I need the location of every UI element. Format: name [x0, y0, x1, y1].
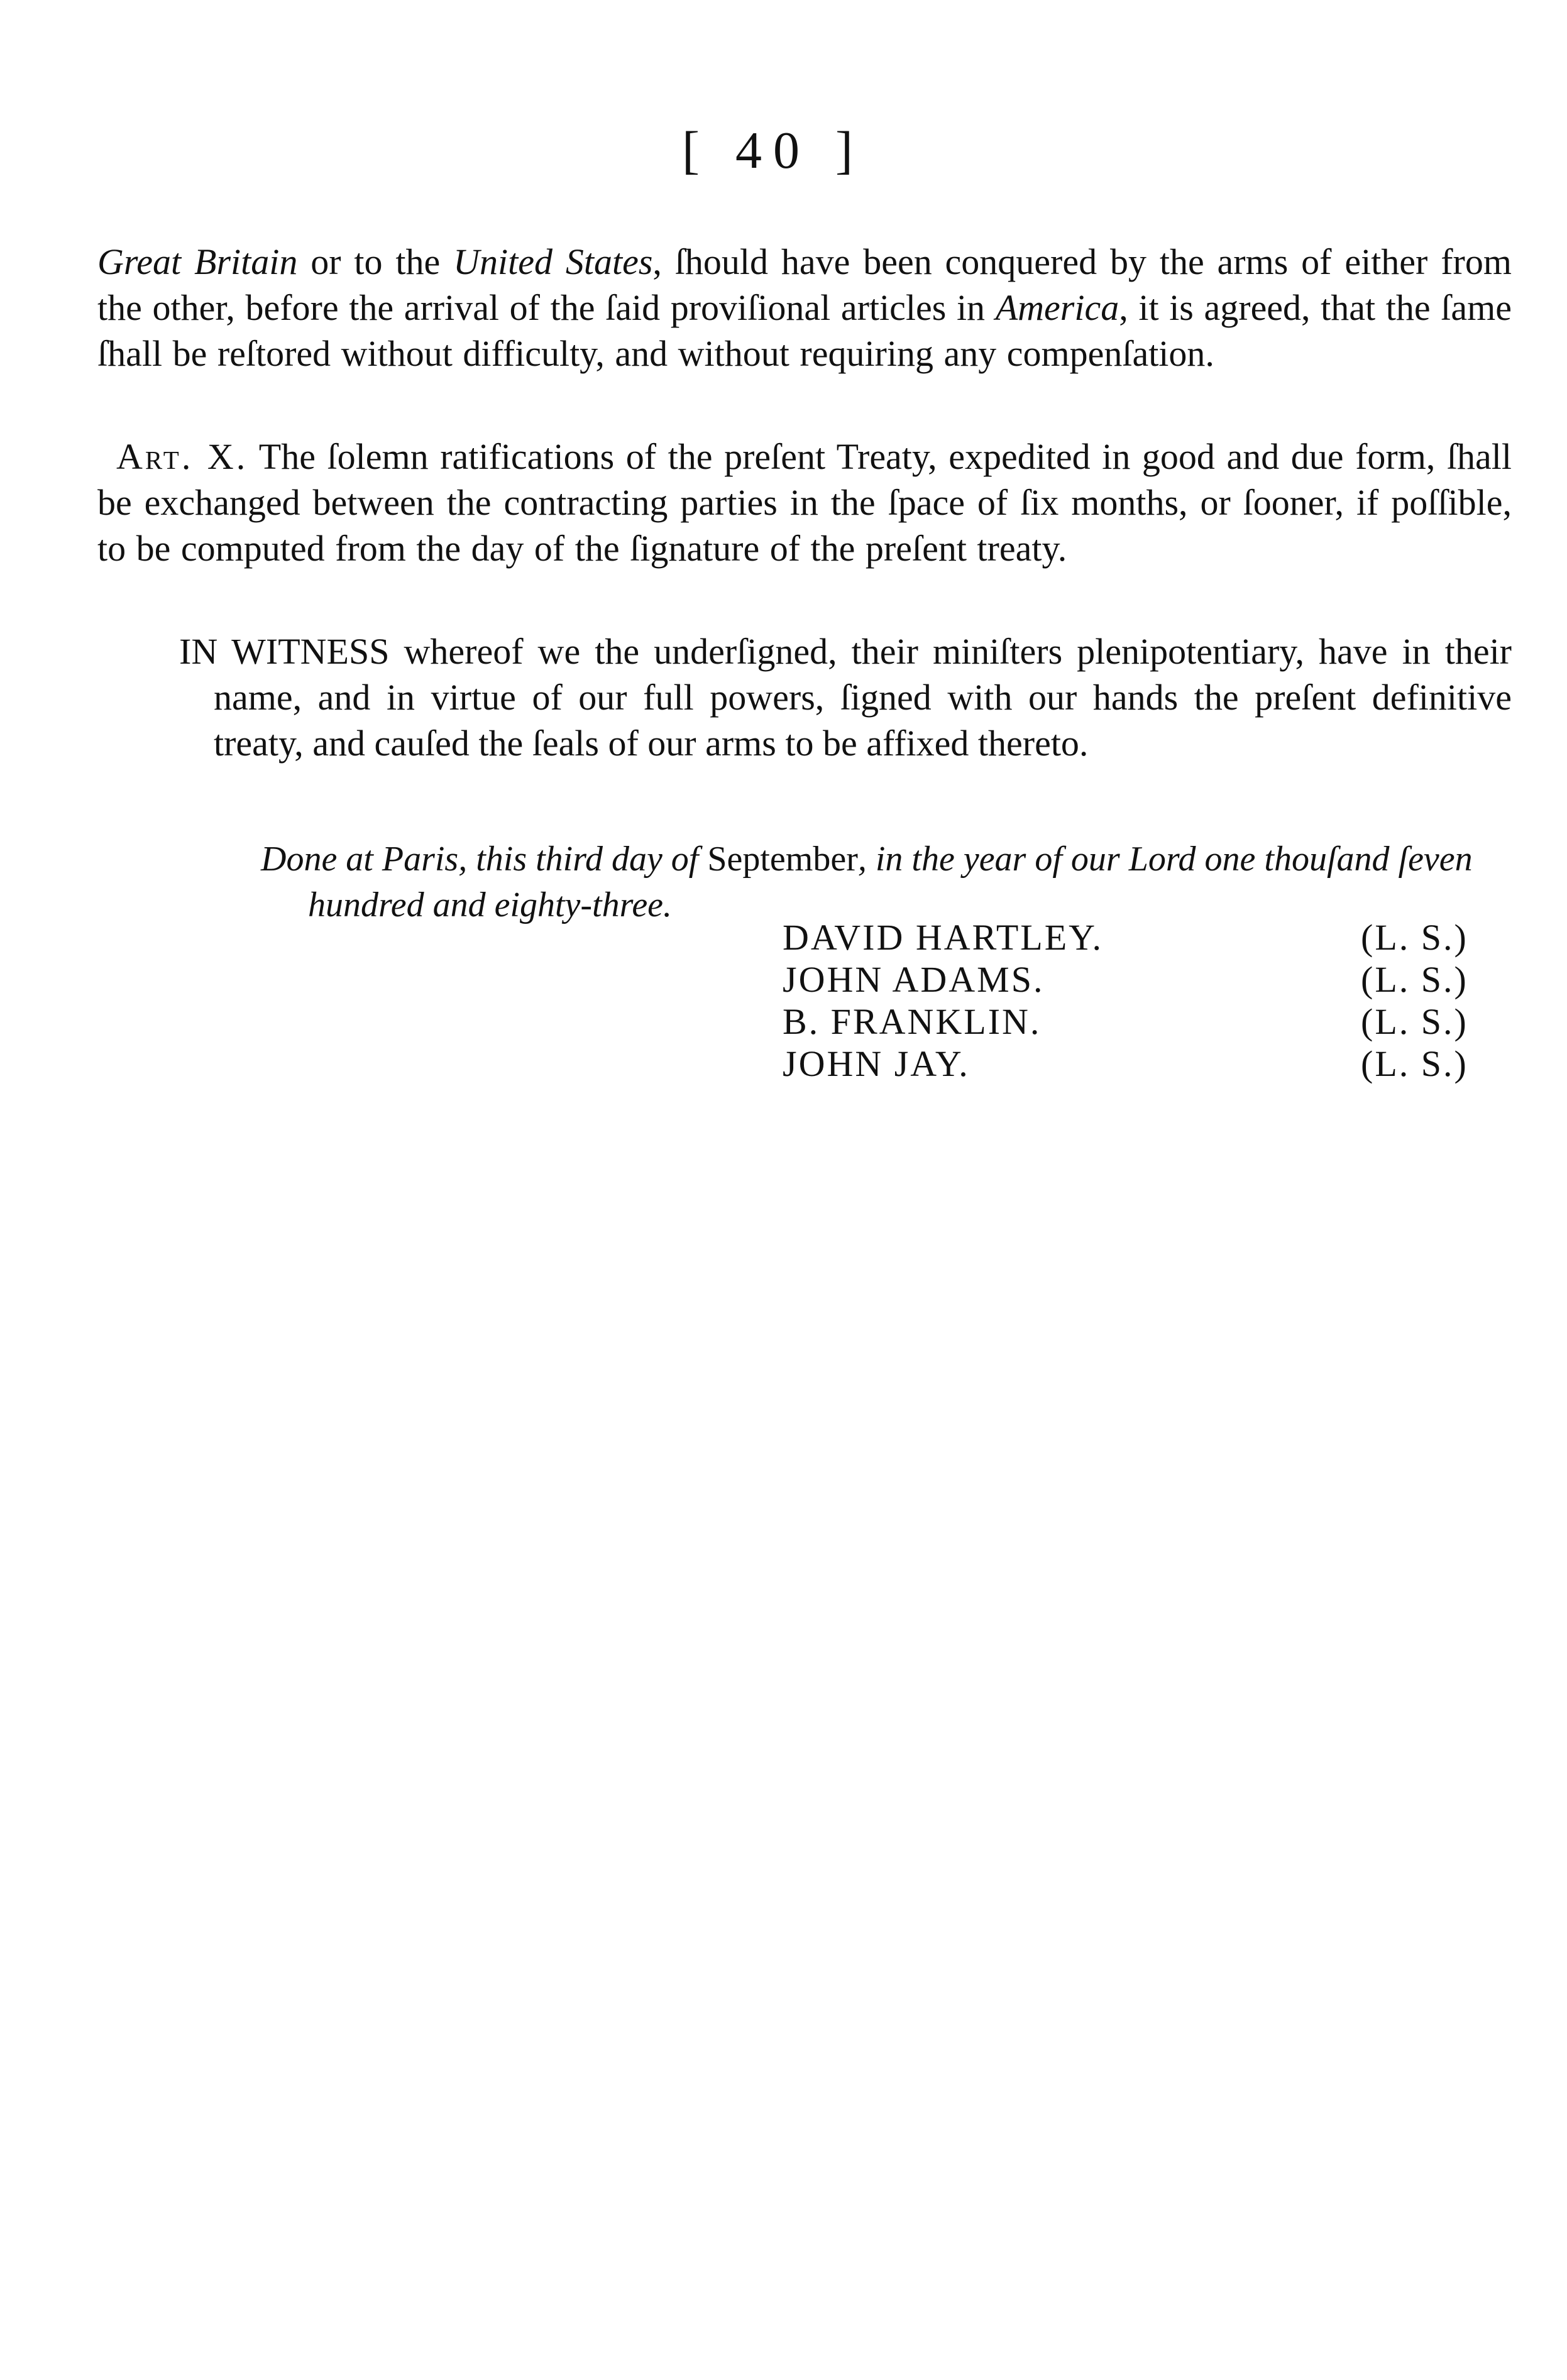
article-10-paragraph — [97, 434, 1512, 571]
done-at-paragraph — [261, 836, 1515, 928]
witness-lead: IN WITNESS — [179, 631, 390, 672]
paragraph-text: , ſhould have been conquered by the arms of either from the other, before the arrival of the ſaid proviſional articles in — [97, 241, 1512, 328]
paragraph-text: , it is agreed, that the ſame ſhall be reſtored without difficulty, and without requiring any compenſation. — [97, 287, 1512, 374]
place-name: America — [995, 287, 1119, 328]
witness-paragraph — [179, 628, 1512, 766]
witness-text: whereof we the underſigned, their miniſters plenipotentiary, have in their name, and in virtue of our full powers, ſigned with our hands the preſent definitive treaty, and cauſed the ſeals of our arms to be affixed thereto. — [214, 631, 1512, 764]
done-at-text: , in the year of our Lord one thouſand ſeven hundred and eighty-three. — [308, 840, 1473, 924]
month-name: September — [707, 840, 858, 879]
signature-row — [783, 1001, 1512, 1043]
signature-row — [783, 916, 1512, 958]
signature-row — [783, 1043, 1512, 1085]
seal-mark: (L. S.) — [1361, 1043, 1468, 1084]
signature-row — [783, 958, 1512, 1001]
country-name: Great Britain — [97, 241, 298, 282]
article-label: Art. X. — [116, 436, 248, 477]
article-text: The ſolemn ratifications of the preſent Treaty, expedited in good and due form, ſhall be exchanged between the contracting parties in the ſpace of ſix months, or ſooner, if poſſible, to be computed from the day of the ſignature of the preſent treaty. — [97, 436, 1512, 569]
signatory-name: B. FRANKLIN. — [783, 1001, 1042, 1042]
signature-block — [783, 916, 1512, 1085]
paragraph-text: or to the — [297, 241, 454, 282]
page-number: [ 40 ] — [682, 121, 864, 180]
signatory-name: DAVID HARTLEY. — [783, 917, 1104, 958]
done-at-text: Done at Paris, this third day of — [261, 840, 708, 879]
seal-mark: (L. S.) — [1361, 917, 1468, 958]
seal-mark: (L. S.) — [1361, 959, 1468, 1000]
continuation-paragraph — [97, 239, 1512, 376]
signatory-name: JOHN JAY. — [783, 1043, 970, 1084]
seal-mark: (L. S.) — [1361, 1001, 1468, 1042]
signatory-name: JOHN ADAMS. — [783, 959, 1045, 1000]
country-name: United States — [453, 241, 653, 282]
